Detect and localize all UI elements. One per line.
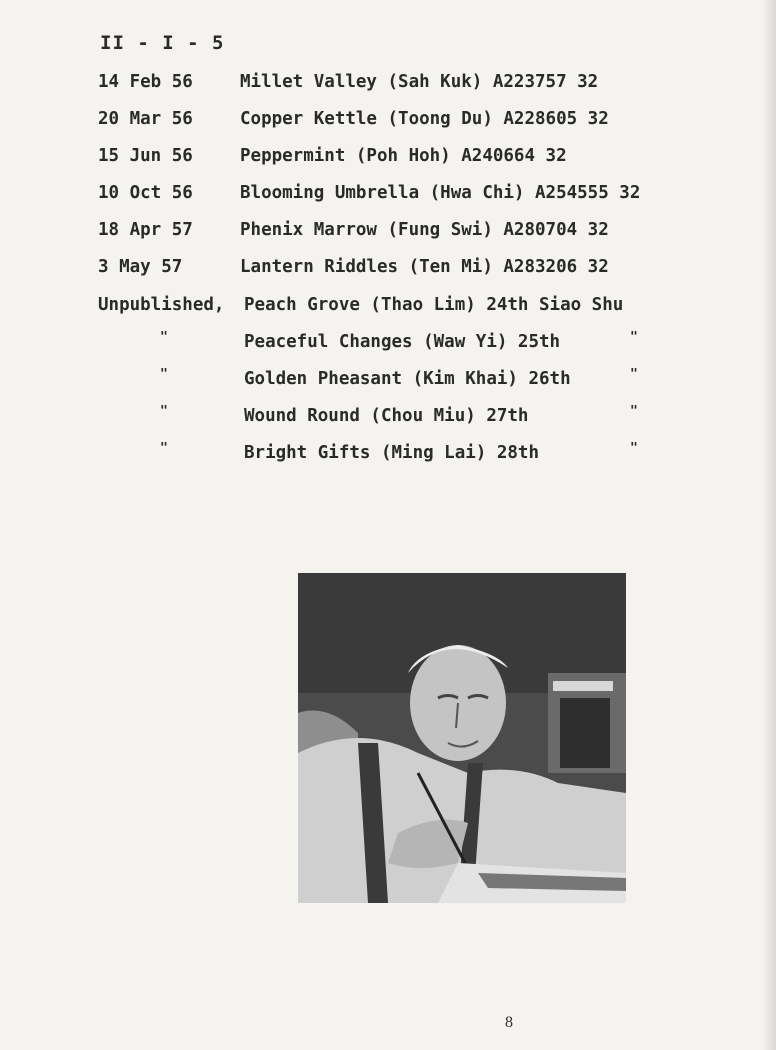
section-heading: II - I - 5 (100, 32, 225, 54)
unpublished-first-title: Peach Grove (Thao Lim) 24th Siao Shu (244, 295, 624, 315)
entry-row (98, 257, 718, 281)
entry-date: 3 May 57 (98, 257, 183, 277)
entry-title: Millet Valley (Sah Kuk) A223757 32 (240, 72, 599, 92)
entry-date: 15 Jun 56 (98, 146, 193, 166)
ditto-mark: " (630, 404, 638, 419)
entry-row (98, 220, 718, 244)
entry-title: Peppermint (Poh Hoh) A240664 32 (240, 146, 567, 166)
artist-photo (298, 573, 626, 903)
ditto-mark: " (630, 330, 638, 345)
unpublished-row (98, 295, 718, 319)
entry-row (98, 146, 698, 170)
ditto-mark: " (160, 367, 168, 382)
entry-row (98, 109, 698, 133)
ditto-mark: " (630, 367, 638, 382)
ditto-mark: " (160, 441, 168, 456)
unpublished-title: Wound Round (Chou Miu) 27th (244, 406, 529, 426)
entry-date: 18 Apr 57 (98, 220, 193, 240)
unpublished-title: Peaceful Changes (Waw Yi) 25th (244, 332, 561, 352)
entry-date: 10 Oct 56 (98, 183, 193, 203)
entry-title: Blooming Umbrella (Hwa Chi) A254555 32 (240, 183, 641, 203)
entry-date: 20 Mar 56 (98, 109, 193, 129)
entry-row (98, 72, 698, 96)
ditto-mark: " (630, 441, 638, 456)
unpublished-row (98, 369, 658, 393)
unpublished-title: Golden Pheasant (Kim Khai) 26th (244, 369, 571, 389)
unpublished-row (98, 406, 658, 430)
page-edge-shadow (762, 0, 776, 1050)
ditto-mark: " (160, 330, 168, 345)
unpublished-label: Unpublished, (98, 295, 225, 315)
unpublished-row (98, 443, 658, 467)
entry-title: Lantern Riddles (Ten Mi) A283206 32 (240, 257, 609, 277)
unpublished-row (98, 332, 658, 356)
entry-title: Copper Kettle (Toong Du) A228605 32 (240, 109, 609, 129)
page-number: 8 (505, 1014, 513, 1031)
unpublished-title: Bright Gifts (Ming Lai) 28th (244, 443, 540, 463)
entry-title: Phenix Marrow (Fung Swi) A280704 32 (240, 220, 609, 240)
entry-date: 14 Feb 56 (98, 72, 193, 92)
ditto-mark: " (160, 404, 168, 419)
artist-photo-illustration (298, 573, 626, 903)
entry-row (98, 183, 738, 207)
